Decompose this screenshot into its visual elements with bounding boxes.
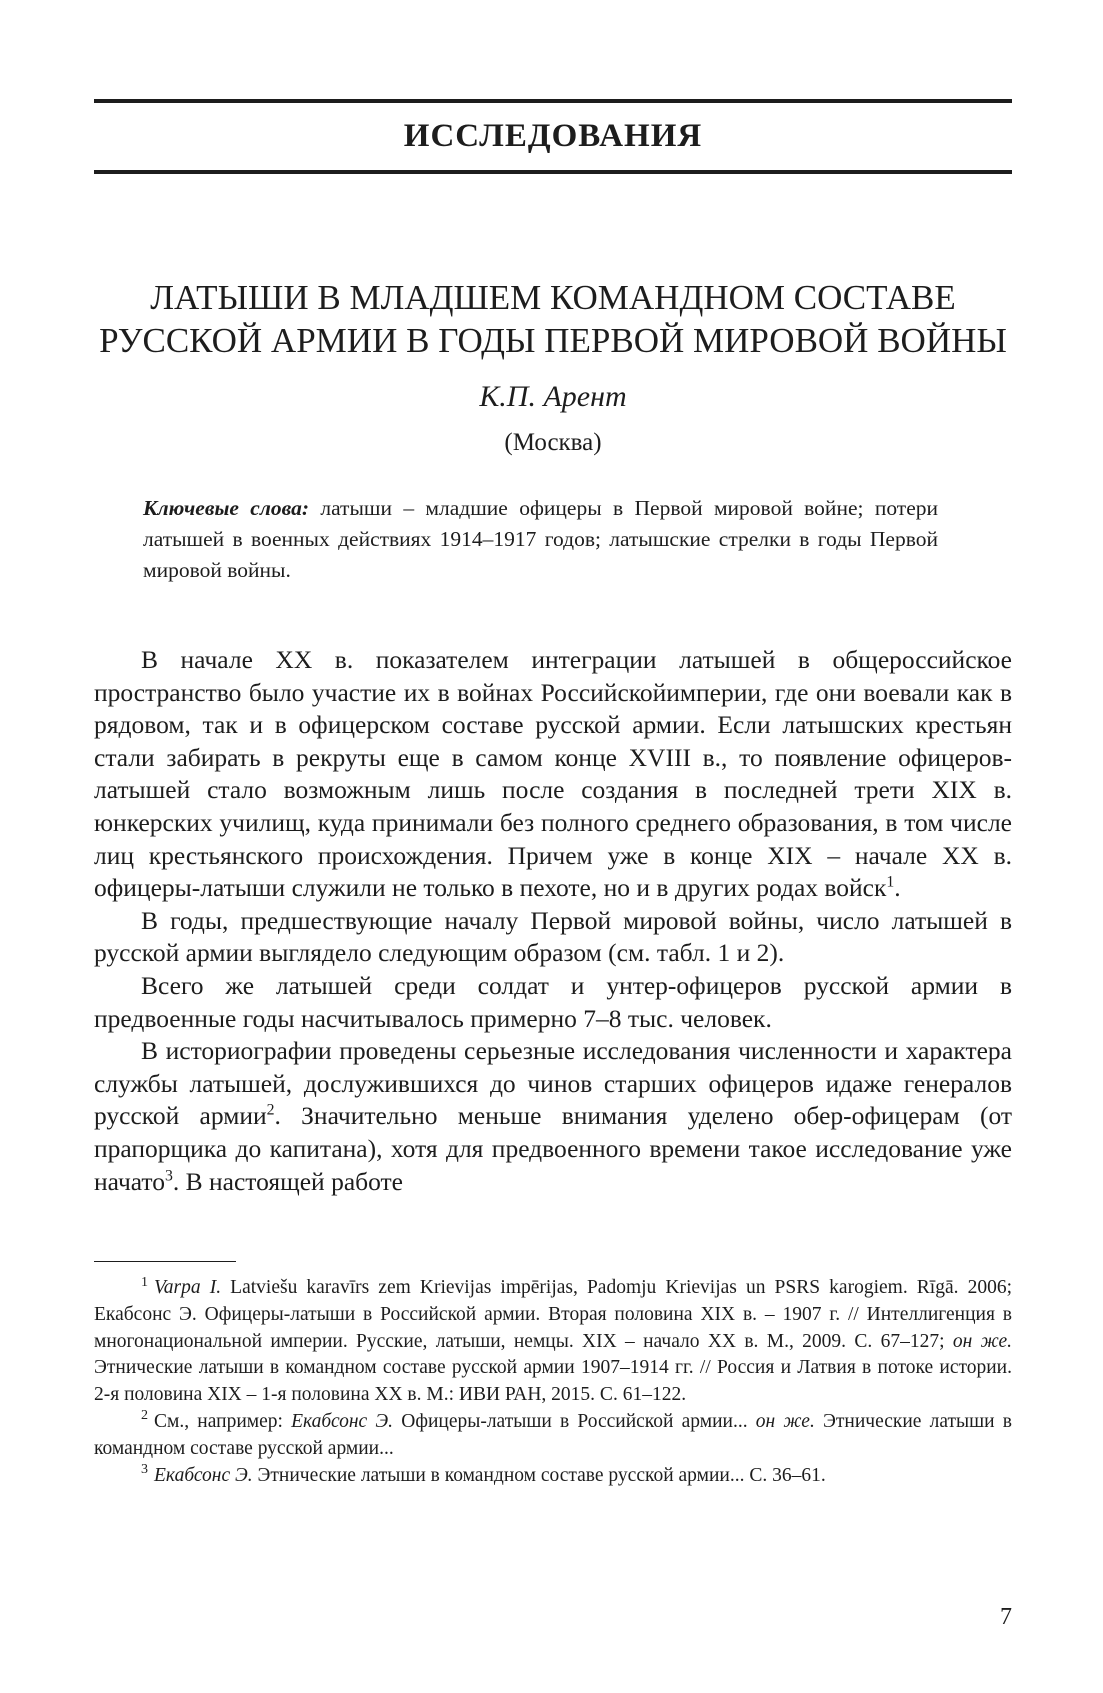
body-paragraph-1 [94, 644, 1012, 905]
footnote-2-text-b: Офицеры-латыши в Российской армии... [393, 1410, 756, 1432]
body-paragraph-3: Всего же латышей среди солдат и унтер-офицеров русской армии в предвоенные годы насчитывалось примерно 7–8 тыс. человек. [94, 970, 1012, 1033]
article-title-line-2: РУССКОЙ АРМИИ В ГОДЫ ПЕРВОЙ МИРОВОЙ ВОЙНЫ [99, 321, 1007, 360]
footnote-1-text-a: Latviešu karavīrs zem Krievijas impērijas, Padomju Krievijas un PSRS karogiem. Rīgā. 2006; Екабсонс Э. Офицеры-латыши в Российской армии. Вторая половина XIX в. – 1907 г. // Интеллигенция в многонациональной империи. Русские, латыши, немцы. XIX – начало XX в. М., 2009. С. 67–127; [94, 1277, 1012, 1352]
footnote-3-number: 3 [141, 1461, 149, 1478]
footnote-1-author: Varpa I. [154, 1277, 222, 1298]
footnote-1-number: 1 [141, 1273, 149, 1290]
body-paragraph-4 [94, 1035, 1012, 1198]
footnote-1 [94, 1275, 1012, 1409]
article-title [94, 276, 1012, 362]
footnote-2 [94, 1409, 1012, 1463]
body-paragraph-1-end: . [894, 873, 901, 903]
page-number: 7 [1000, 1604, 1012, 1630]
footnote-2-author: Екабсонс Э. [291, 1410, 394, 1432]
body-paragraph-4-text-c: . В настоящей работе [172, 1166, 404, 1196]
section-title: ИССЛЕДОВАНИЯ [403, 118, 703, 154]
body-paragraph-2: В годы, предшествующие началу Первой мировой войны, число латышей в русской армии выглядело следующим образом (см. табл. 1 и 2). [94, 905, 1012, 968]
article-title-line-1: ЛАТЫШИ В МЛАДШЕМ КОМАНДНОМ СОСТАВЕ [150, 278, 956, 317]
header-rule-bottom [94, 170, 1012, 174]
footnote-2-number: 2 [141, 1407, 149, 1424]
footnote-ref-2: 2 [266, 1101, 275, 1119]
body-paragraph-4-text-b: . Значительно меньше внимания уделено обер-офицерам (от прапорщика до капитана), хотя для предвоенного времени такое исследование уже начато [94, 1101, 1012, 1196]
footnote-2-text-a: См., например: [154, 1410, 292, 1432]
footnote-ref-3: 3 [164, 1167, 173, 1184]
author-city: (Москва) [504, 429, 602, 456]
footnote-3-text-a: Этнические латыши в командном составе русской армии... С. 36–61. [252, 1464, 826, 1486]
footnote-2-same: он же. [755, 1410, 815, 1432]
footnote-3-author: Екабсонс Э. [154, 1464, 253, 1486]
header-rule-top [94, 99, 1012, 103]
footnotes [94, 1275, 1012, 1489]
footnote-ref-1: 1 [886, 873, 895, 891]
article-body [94, 644, 1012, 1198]
footnote-2-text-c: Этнические латыши в командном составе русской армии... [94, 1410, 1012, 1459]
footnote-1-text-b: Этнические латыши в командном составе русской армии 1907–1914 гг. // Россия и Латвия в потоке истории. 2-я половина XIX – 1-я половина XX в. М.: ИВИ РАН, 2015. С. 61–122. [94, 1357, 1012, 1406]
footnote-separator [94, 1261, 236, 1262]
footnote-1-same: он же. [952, 1330, 1012, 1352]
author-name: К.П. Арент [479, 380, 627, 413]
keywords-label: Ключевые слова: [143, 496, 309, 520]
footnote-3 [94, 1463, 1012, 1490]
keywords [143, 493, 938, 586]
body-paragraph-4-text-a: В историографии проведены серьезные исследования численности и характера службы латышей, дослужившихся до чинов старших офицеров идаже генералов русской армии [94, 1036, 1012, 1131]
body-paragraph-1-text: В начале XX в. показателем интеграции латышей в общероссийское пространство было участие их в войнах Российскойимперии, где они воевали как в рядовом, так и в офицерском составе русской армии. Если латышских крестьян стали забирать в рекруты еще в самом конце XVIII в., то появление офицеров-латышей стало возможным лишь после создания в последней трети XIX в. юнкерских училищ, куда принимали без полного среднего образования, в том числе лиц крестьянского происхождения. Причем уже в конце XIX – начале XX в. офицеры-латыши служили не только в пехоте, но и в других родах войск [94, 645, 1012, 903]
keywords-text: латыши – младшие офицеры в Первой мировой войне; потери латышей в военных действиях 1914–1917 годов; латышские стрелки в годы Первой мировой войны. [143, 496, 938, 582]
